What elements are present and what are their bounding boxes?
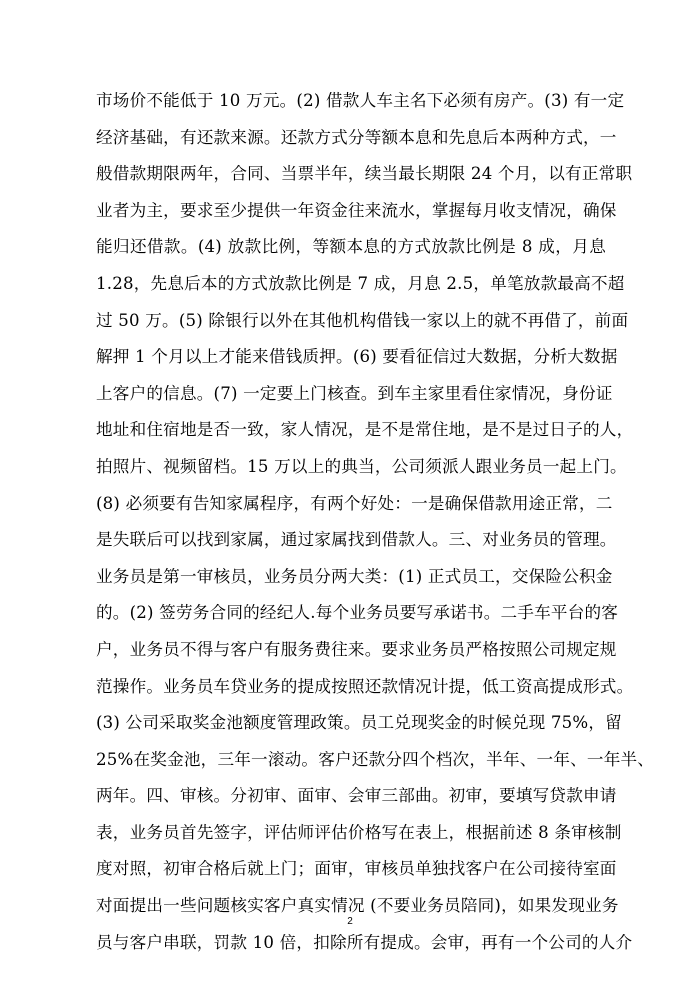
text-line: 25%在奖金池，三年一滚动。客户还款分四个档次，半年、一年、一年半、	[96, 749, 655, 769]
text-line: 经济基础，有还款来源。还款方式分等额本息和先息后本两种方式，一	[96, 127, 617, 147]
text-line: 上客户的信息。(7) 一定要上门核查。到车主家里看住家情况，身份证	[96, 383, 613, 403]
text-line: 是失联后可以找到家属，通过家属找到借款人。三、对业务员的管理。	[96, 530, 617, 550]
text-line: 度对照，初审合格后就上门；面审，审核员单独找客户在公司接待室面	[96, 859, 617, 879]
text-line: 市场价不能低于 10 万元。(2) 借款人车主名下必须有房产。(3) 有一定	[96, 91, 625, 110]
text-line: 两年。四、审核。分初审、面审、会审三部曲。初审，要填写贷款申请	[96, 786, 617, 806]
body-text	[96, 83, 655, 961]
text-line: 般借款期限两年，合同、当票半年，续当最长期限 24 个月，以有正常职	[96, 164, 633, 184]
text-line: 解押 1 个月以上才能来借钱质押。(6) 要看征信过大数据，分析大数据	[96, 347, 618, 367]
text-line: 业务员是第一审核员，业务员分两大类：(1) 正式员工，交保险公积金	[96, 566, 613, 586]
text-line: 员与客户串联，罚款 10 倍，扣除所有提成。会审，再有一个公司的人介	[96, 932, 633, 952]
text-line: 地址和住宿地是否一致，家人情况，是不是常住地，是不是过日子的人，	[96, 420, 634, 440]
text-line: (8) 必须要有告知家属程序，有两个好处：一是确保借款用途正常，二	[96, 493, 613, 513]
text-line: 范操作。业务员车贷业务的提成按照还款情况计提，低工资高提成形式。	[96, 676, 634, 696]
text-line: (3) 公司采取奖金池额度管理政策。员工兑现奖金的时候兑现 75%，留	[96, 713, 622, 733]
page-number: 2	[347, 916, 353, 927]
text-line: 过 50 万。(5) 除银行以外在其他机构借钱一家以上的就不再借了，前面	[96, 310, 629, 330]
text-line: 对面提出一些问题核实客户真实情况 (不要业务员陪同)，如果发现业务	[96, 896, 619, 916]
text-line: 1.28，先息后本的方式放款比例是 7 成，月息 2.5，单笔放款最高不超	[96, 273, 625, 293]
text-line: 能归还借款。(4) 放款比例，等额本息的方式放款比例是 8 成，月息	[96, 237, 606, 257]
text-line: 表，业务员首先签字，评估师评估价格写在表上，根据前述 8 条审核制	[96, 822, 622, 842]
text-line: 户，业务员不得与客户有服务费往来。要求业务员严格按照公司规定规	[96, 639, 617, 659]
text-line: 拍照片、视频留档。15 万以上的典当，公司须派人跟业务员一起上门。	[96, 456, 627, 476]
text-line: 业者为主，要求至少提供一年资金往来流水，掌握每月收支情况，确保	[96, 200, 617, 220]
text-line: 的。(2) 签劳务合同的经纪人.每个业务员要写承诺书。二手车平台的客	[96, 603, 619, 623]
